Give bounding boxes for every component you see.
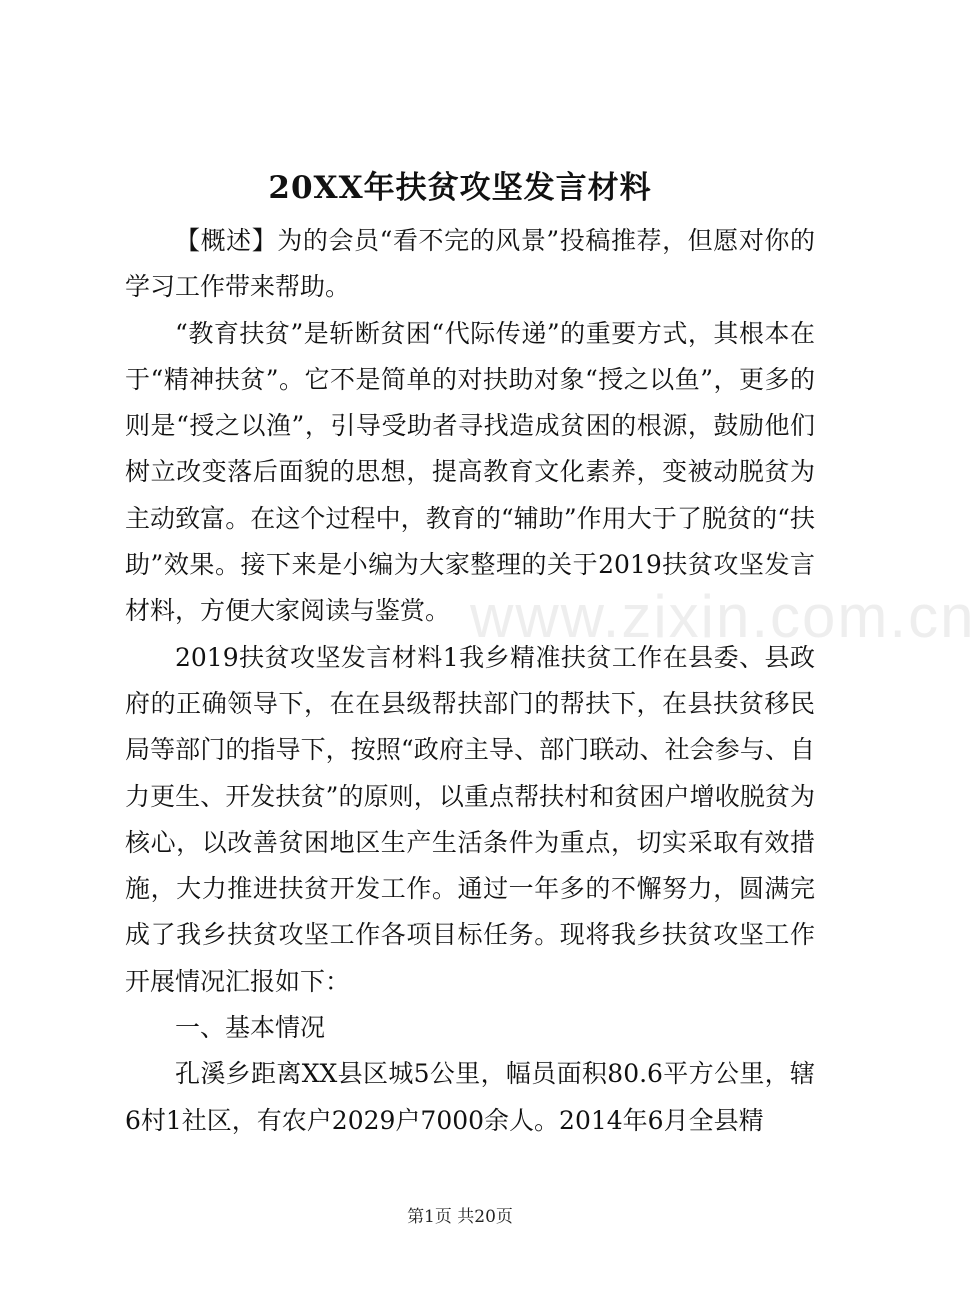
paragraph-kongxi-township: 孔溪乡距离XX县区城5公里，幅员面积80.6平方公里，辖6村1社区，有农户2029户7000余人。2014年6月全县精 bbox=[125, 1059, 815, 1135]
document-title: 20XX年扶贫攻坚发言材料 bbox=[268, 170, 652, 206]
paragraph-education-poverty: “教育扶贫”是斩断贫困“代际传递”的重要方式，其根本在于“精神扶贫”。它不是简单的对扶助对象“授之以鱼”，更多的则是“授之以渔”，引导受助者寻找造成贫困的根源，鼓励他们树立改变落后面貌的思想，提高教育文化素养，变被动脱贫为主动致富。在这个过程中，教育的“辅助”作用大于了脱贫的“扶助”效果。接下来是小编为大家整理的关于2019扶贫攻坚发言材料，方便大家阅读与鉴赏。 bbox=[125, 318, 815, 626]
paragraph-overview: 【概述】为的会员“看不完的风景”投稿推荐，但愿对你的学习工作带来帮助。 bbox=[125, 226, 815, 302]
page-footer: 第1页 共20页 bbox=[407, 1207, 513, 1227]
document-body bbox=[125, 218, 815, 1144]
watermark-text: www.zixin.com.cn bbox=[470, 583, 975, 650]
paragraph-speech-material: 2019扶贫攻坚发言材料1我乡精准扶贫工作在县委、县政府的正确领导下，在在县级帮扶部门的帮扶下，在县扶贫移民局等部门的指导下，按照“政府主导、部门联动、社会参与、自力更生、开发扶贫”的原则，以重点帮扶村和贫困户增收脱贫为核心，以改善贫困地区生产生活条件为重点，切实采取有效措施，大力推进扶贫开发工作。通过一年多的不懈努力，圆满完成了我乡扶贫攻坚工作各项目标任务。现将我乡扶贫攻坚工作开展情况汇报如下： bbox=[125, 642, 815, 996]
section-heading-basic-situation: 一、基本情况 bbox=[175, 1013, 326, 1043]
